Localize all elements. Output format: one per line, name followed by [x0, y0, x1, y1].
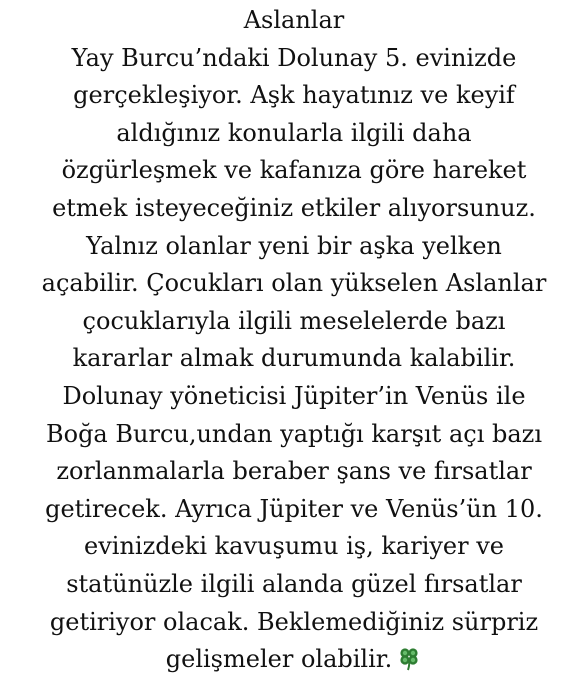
text-line: Boğa Burcu,undan yaptığı karşıt açı bazı — [45, 419, 542, 448]
text-line: zorlanmalarla beraber şans ve fırsatlar — [56, 457, 532, 486]
text-line: Dolunay yöneticisi Jüpiter’in Venüs ile — [62, 381, 526, 410]
text-line: Yay Burcu’ndaki Dolunay 5. evinizde — [71, 43, 517, 72]
horoscope-text — [0, 2, 588, 679]
text-line: getiriyor olacak. Beklemediğiniz sürpriz — [49, 607, 539, 636]
text-line: evinizdeki kavuşumu iş, kariyer ve — [84, 532, 504, 561]
text-line: statünüzle ilgili alanda güzel fırsatlar — [66, 569, 522, 598]
text-line: çocuklarıyla ilgili meselelerde bazı — [82, 306, 506, 335]
text-line: Yalnız olanlar yeni bir aşka yelken — [86, 231, 502, 260]
section-title: Aslanlar — [243, 6, 345, 34]
text-line: getirecek. Ayrıca Jüpiter ve Venüs’ün 10. — [45, 494, 543, 523]
four-leaf-clover-icon — [396, 645, 422, 671]
text-line: açabilir. Çocukları olan yükselen Aslanlar — [41, 269, 547, 298]
text-line: gelişmeler olabilir. — [165, 645, 393, 674]
text-line: gerçekleşiyor. Aşk hayatınız ve keyif — [73, 81, 515, 110]
text-line: kararlar almak durumunda kalabilir. — [72, 344, 516, 373]
last-line — [0, 641, 588, 679]
text-line: özgürleşmek ve kafanıza göre hareket — [61, 156, 527, 185]
text-line: aldığınız konularla ilgili daha — [116, 118, 472, 147]
text-line: etmek isteyeceğiniz etkiler alıyorsunuz. — [52, 193, 536, 222]
